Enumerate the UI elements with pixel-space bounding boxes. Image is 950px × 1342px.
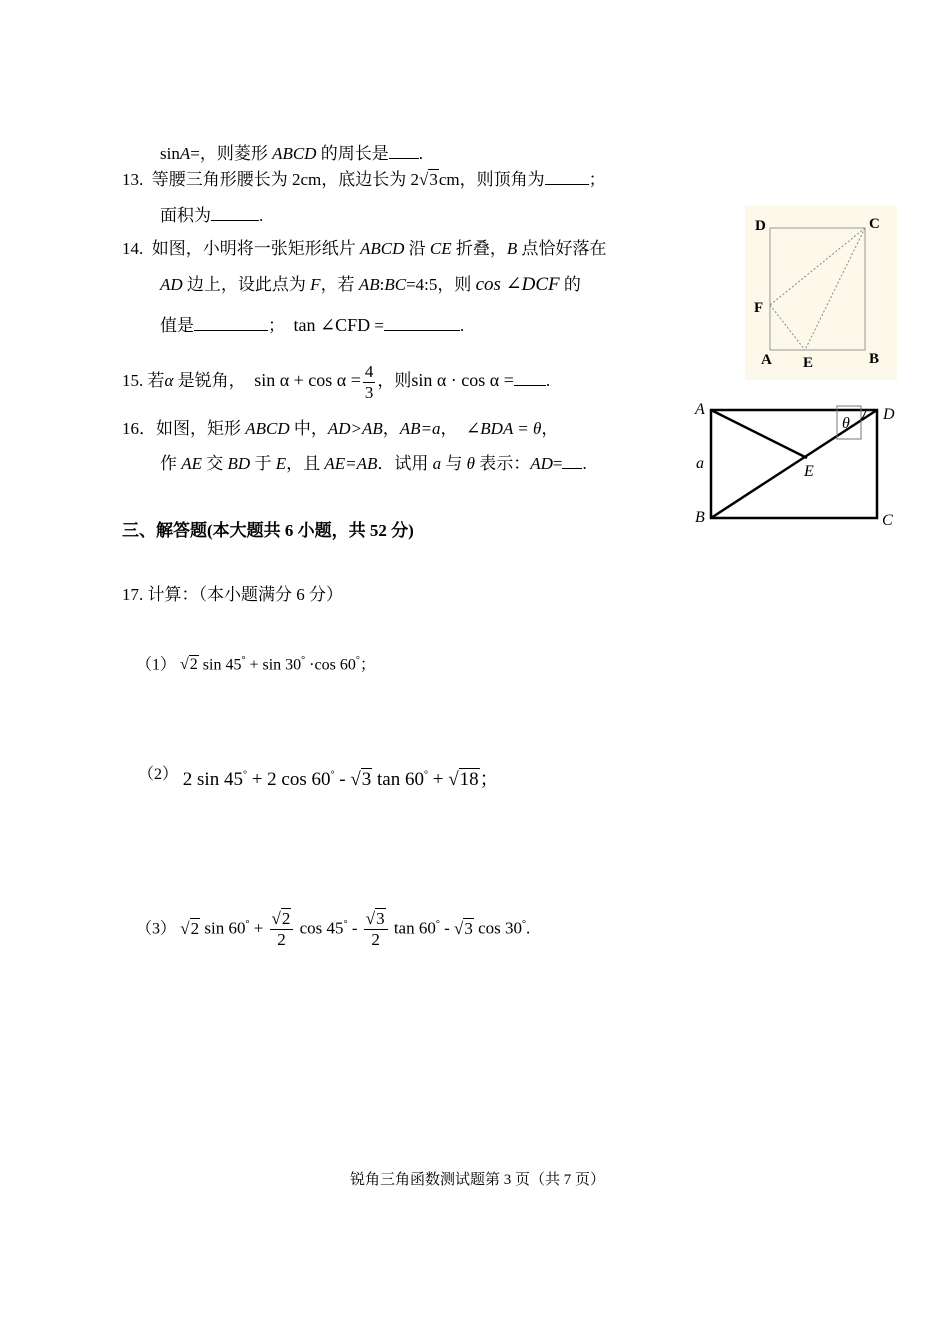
label-d: D <box>755 218 766 234</box>
answer-blank[interactable] <box>194 314 268 331</box>
q12-tail: sinA=，则菱形 ABCD 的周长是 . <box>160 144 423 163</box>
answer-blank[interactable] <box>545 168 589 185</box>
q13-line2: 面积为 . <box>160 206 264 225</box>
fraction: $\frac{4}{3}$ <box>364 361 374 402</box>
page-footer: 锐角三角函数测试题第 3 页（共 7 页） <box>350 1172 606 1188</box>
answer-blank[interactable] <box>211 204 259 221</box>
label-f: F <box>754 300 764 316</box>
answer-blank[interactable] <box>389 142 419 159</box>
label-b: B <box>869 351 880 367</box>
q14-line3: 值是 ； tan ∠CFD = . <box>160 315 465 335</box>
label-e: E <box>803 355 814 371</box>
q16-line2: 作 AE 交 BD 于 E，且 AE=AB．试用 a 与 θ 表示：AD= . <box>160 454 587 473</box>
q14-line1: 14. 如图，小明将一张矩形纸片 ABCD 沿 CE 折叠，B 点恰好落在 <box>122 239 607 258</box>
fraction: $\frac{√2}{2}$ <box>270 909 294 950</box>
q14-line2: AD 边上，设此点为 F，若 AB:BC=4:5，则 cos ∠DCF 的 <box>160 274 581 295</box>
q16-line1: 16．如图，矩形 ABCD 中，AD>AB，AB=a， ∠BDA = θ， <box>122 419 559 438</box>
label-a: A <box>761 352 772 368</box>
q15-line: 15. 若α 是锐角， sin α + cos α = $\frac{4}{3}$ ，则sin α · cos α = . <box>122 361 551 402</box>
sqrt: √3 <box>419 170 438 189</box>
label-d: D <box>883 406 895 423</box>
figure-1-svg <box>745 205 897 380</box>
figure-folded-rectangle <box>745 205 897 380</box>
label-side-a: a <box>696 455 704 472</box>
section-heading: 三、解答题(本大题共 6 小题，共 52 分) <box>122 521 414 540</box>
label-e: E <box>804 463 814 480</box>
label-a: A <box>695 401 705 418</box>
label-c: C <box>869 216 880 232</box>
label-b: B <box>695 509 705 526</box>
q17-title: 17. 计算：（本小题满分 6 分） <box>122 585 343 604</box>
figure-rectangle-abcd <box>690 398 910 534</box>
fraction: $\frac{√3}{2}$ <box>364 909 388 950</box>
label-theta: θ <box>842 415 850 432</box>
q17-part3: （3） √2 sin 60° + $\frac{√2}{2}$ cos 45° - $\frac{√3}{2}$ tan 60° - √3 cos 30°. <box>136 909 531 950</box>
q17-part2: $^{(2)}$ 2 sin 45° + 2 cos 60° - √3 tan 60° + √18； <box>138 766 499 790</box>
answer-blank[interactable] <box>384 314 460 331</box>
q17-part1: （1） √2 sin 45° + sin 30° ·cos 60°； <box>136 655 376 674</box>
label-c: C <box>882 512 893 529</box>
answer-blank[interactable] <box>562 452 582 469</box>
answer-blank[interactable] <box>514 369 546 386</box>
q13-line1: 13. 等腰三角形腰长为 2cm，底边长为 2√3cm，则顶角为 ； <box>122 170 606 189</box>
